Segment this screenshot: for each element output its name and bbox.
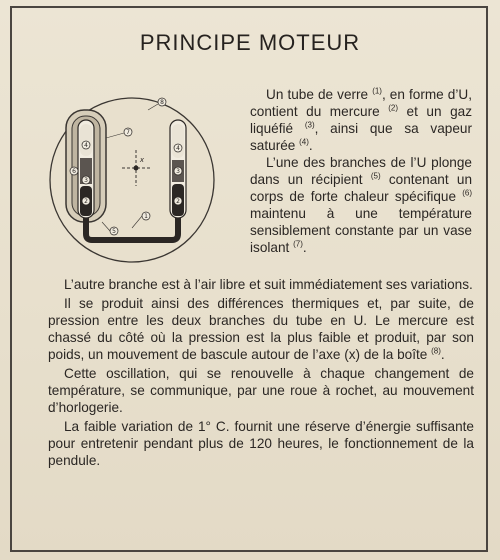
u-tube-diagram [44,88,224,268]
paragraph-text: , ainsi que sa vapeur saturée [250,121,472,153]
paragraph-3 [48,276,474,293]
paragraph-text: Cette oscillation, qui se renouvelle à chaque changement de température, se communique, par une roue à rochet, au mouvement d’horlogerie. [48,366,474,415]
paragraph-text: contenant un corps de forte chaleur spécifique [250,172,473,204]
figure-label-3-left: 3 [84,177,88,184]
figure-label-7: 7 [126,129,130,136]
reference-number: (2) [388,103,398,113]
paragraph-text: L’autre branche est à l’air libre et suit immédiatement ses variations. [64,277,473,292]
reference-number: (4) [299,137,309,147]
figure-label-6: 6 [72,168,76,175]
paragraph-text: L’une des branches de l’U plonge dans un récipient [250,155,472,187]
paragraph-2 [250,154,472,256]
figure-label-3-right: 3 [176,168,180,175]
figure-label-4-right: 4 [176,145,180,152]
axis-pivot [134,166,139,171]
figure-label-4-left: 4 [84,142,88,149]
paragraph-6 [48,418,474,469]
figure-label-1: 1 [144,213,148,220]
figure-label-5: 5 [112,228,116,235]
paragraph-text: Il se produit ainsi des différences thermiques et, par suite, de pression entre les deux branches du tube en U. Le mercure est chassé du côté où la pression est la plus faible et produit, par son poids, un mouvement de bascule autour de l’axe (x) de la boîte [48,296,474,362]
right-text-column [250,86,472,256]
figure-label-8: 8 [160,99,164,106]
paragraph-text: maintenu à une température sensiblement constante par un vase isolant [250,206,472,255]
paragraph-text: . [308,138,313,153]
paragraph-1 [250,86,472,154]
figure-label-2-right: 2 [176,198,180,205]
reference-number: (1) [372,86,382,96]
reference-number: (6) [462,188,472,198]
paragraph-text: Un tube de verre [266,87,373,102]
figure-label-x: x [139,156,145,164]
paragraph-5 [48,365,474,416]
paragraph-text: . [440,347,445,362]
full-text-column [48,276,474,469]
paragraph-text: , en forme d’U, contient du mercure [250,87,472,119]
paragraph-text: La faible variation de 1° C. fournit une réserve d’énergie suffisante pour entretenir pendant plus de 120 heures, le fonctionnement de la pendule. [48,419,474,468]
reference-number: (7) [293,239,303,249]
reference-number: (5) [370,171,381,181]
paragraph-4 [48,295,474,363]
left-vapour [80,124,92,156]
page-title: PRINCIPE MOTEUR [139,30,361,55]
reference-number: (8) [431,346,441,356]
reference-number: (3) [304,120,315,130]
paragraph-text: et un gaz liquéfié [250,104,472,136]
paragraph-text: . [302,240,307,255]
figure-label-2-left: 2 [84,198,88,205]
right-vapour [172,124,184,158]
